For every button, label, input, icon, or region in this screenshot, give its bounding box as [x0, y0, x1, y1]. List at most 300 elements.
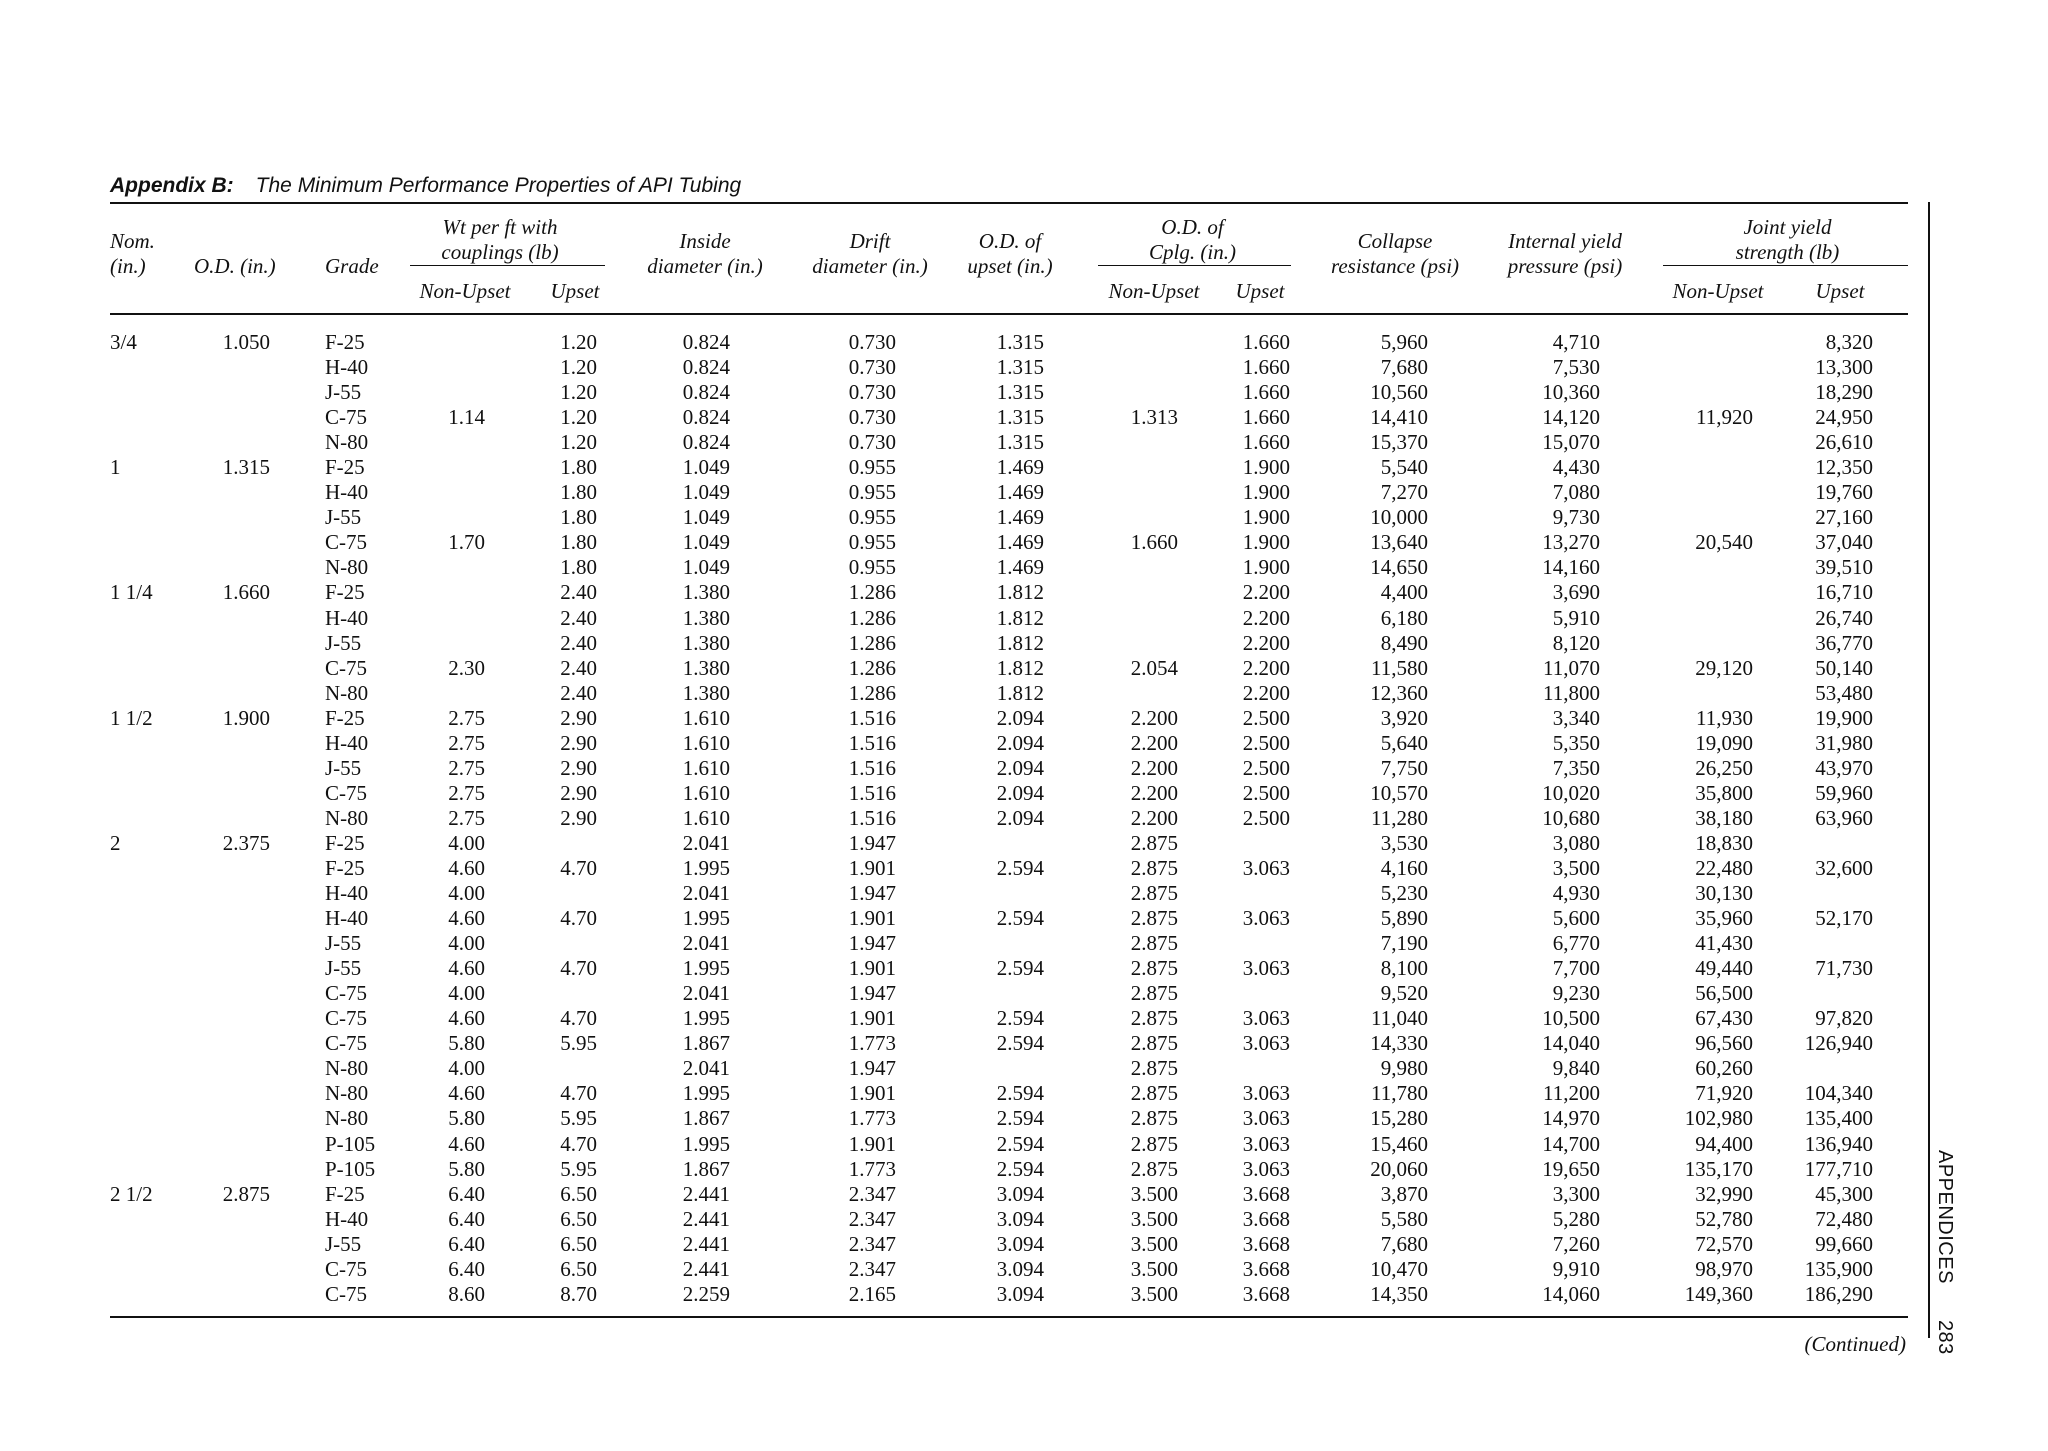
cell-cplg-nonupset: 3.500	[1130, 1206, 1178, 1231]
cell-cplg-nonupset: 2.875	[1130, 931, 1178, 956]
cell-cplg-nonupset: 2.875	[1130, 981, 1178, 1006]
cell-grade: C-75	[325, 1281, 367, 1306]
cell-collapse-resistance: 11,580	[1371, 655, 1428, 680]
header-odupset: O.D. of upset (in.)	[967, 229, 1053, 278]
cell-od-upset: 1.812	[996, 655, 1044, 680]
cell-od-upset: 3.094	[996, 1206, 1044, 1231]
cell-collapse-resistance: 5,230	[1380, 881, 1428, 906]
cell-joint-upset: 13,300	[1815, 355, 1873, 380]
cell-wt-nonupset: 4.00	[448, 981, 485, 1006]
cell-wt-nonupset: 2.75	[448, 805, 485, 830]
cell-inside-diameter: 1.049	[682, 480, 730, 505]
cell-collapse-resistance: 11,780	[1371, 1081, 1428, 1106]
cell-cplg-upset: 2.200	[1242, 580, 1290, 605]
table-row	[0, 480, 2048, 505]
cell-od-upset: 1.315	[996, 430, 1044, 455]
header-wt-upset: Upset	[550, 279, 600, 303]
cell-joint-nonupset: 22,480	[1695, 855, 1753, 880]
cell-wt-nonupset: 4.60	[448, 1081, 485, 1106]
cell-inside-diameter: 0.824	[682, 405, 730, 430]
cell-collapse-resistance: 7,190	[1380, 931, 1428, 956]
bottom-rule	[110, 1316, 1908, 1318]
cell-joint-nonupset: 26,250	[1695, 755, 1753, 780]
cell-internal-yield: 14,060	[1542, 1281, 1600, 1306]
cell-cplg-upset: 3.063	[1242, 855, 1290, 880]
header-internal: Internal yield pressure (psi)	[1507, 229, 1623, 278]
cell-drift-diameter: 2.347	[848, 1181, 896, 1206]
cell-collapse-resistance: 10,470	[1370, 1256, 1428, 1281]
cell-joint-nonupset: 35,800	[1695, 780, 1753, 805]
cell-joint-nonupset: 11,920	[1696, 405, 1753, 430]
cell-wt-upset: 6.50	[560, 1181, 597, 1206]
cell-inside-diameter: 2.441	[682, 1231, 730, 1256]
cell-grade: J-55	[325, 1231, 362, 1256]
cell-wt-upset: 1.80	[560, 555, 597, 580]
cell-wt-nonupset: 5.80	[448, 1156, 485, 1181]
cell-wt-upset: 5.95	[560, 1106, 597, 1131]
cell-wt-upset: 4.70	[560, 1081, 597, 1106]
cell-drift-diameter: 0.730	[848, 430, 896, 455]
cell-collapse-resistance: 10,000	[1370, 505, 1428, 530]
cell-wt-upset: 2.40	[560, 630, 597, 655]
cell-joint-nonupset: 102,980	[1684, 1106, 1753, 1131]
cell-inside-diameter: 1.380	[682, 680, 730, 705]
cell-od-upset: 1.812	[996, 680, 1044, 705]
cell-wt-upset: 4.70	[560, 1006, 597, 1031]
cell-cplg-nonupset: 3.500	[1130, 1256, 1178, 1281]
cell-od: 2.875	[222, 1181, 270, 1206]
table-row	[0, 355, 2048, 380]
cell-collapse-resistance: 14,350	[1370, 1281, 1428, 1306]
cell-internal-yield: 11,800	[1543, 680, 1600, 705]
table-row	[0, 831, 2048, 856]
cell-collapse-resistance: 13,640	[1370, 530, 1428, 555]
cell-collapse-resistance: 10,560	[1370, 380, 1428, 405]
cell-joint-nonupset: 94,400	[1695, 1131, 1753, 1156]
cell-joint-upset: 16,710	[1815, 580, 1873, 605]
cell-internal-yield: 4,430	[1552, 455, 1600, 480]
table-body	[0, 330, 2048, 1307]
cell-od-upset: 1.812	[996, 580, 1044, 605]
cell-joint-upset: 26,610	[1815, 430, 1873, 455]
cell-od-upset: 2.594	[996, 1156, 1044, 1181]
cell-grade: H-40	[325, 881, 369, 906]
cell-joint-upset: 8,320	[1825, 330, 1873, 354]
table-row	[0, 756, 2048, 781]
cell-inside-diameter: 1.380	[682, 655, 730, 680]
cell-joint-upset: 59,960	[1815, 780, 1873, 805]
cell-nom: 1 1/2	[110, 705, 153, 730]
cell-cplg-upset: 3.668	[1242, 1181, 1290, 1206]
cell-drift-diameter: 0.730	[848, 355, 896, 380]
cell-cplg-upset: 1.900	[1242, 505, 1290, 530]
cell-grade: J-55	[325, 380, 362, 405]
cell-wt-upset: 5.95	[560, 1156, 597, 1181]
cell-collapse-resistance: 9,520	[1380, 981, 1428, 1006]
cell-drift-diameter: 1.901	[848, 1081, 896, 1106]
cell-inside-diameter: 2.441	[682, 1256, 730, 1281]
cell-joint-nonupset: 67,430	[1695, 1006, 1753, 1031]
cell-drift-diameter: 1.947	[848, 931, 896, 956]
cell-wt-nonupset: 1.14	[448, 405, 485, 430]
cell-cplg-nonupset: 2.200	[1130, 755, 1178, 780]
cell-joint-nonupset: 56,500	[1695, 981, 1753, 1006]
cell-internal-yield: 10,020	[1542, 780, 1600, 805]
table-row	[0, 1232, 2048, 1257]
cell-drift-diameter: 1.947	[848, 981, 896, 1006]
cell-collapse-resistance: 11,040	[1371, 1006, 1428, 1031]
cell-od: 1.315	[222, 455, 270, 480]
joint-subline	[1663, 265, 1908, 266]
cell-grade: C-75	[325, 405, 367, 430]
cell-collapse-resistance: 8,490	[1380, 630, 1428, 655]
cell-wt-upset: 2.90	[560, 805, 597, 830]
cell-od-upset: 1.315	[996, 380, 1044, 405]
cell-inside-diameter: 1.995	[682, 1081, 730, 1106]
cell-od-upset: 1.315	[996, 330, 1044, 354]
cell-drift-diameter: 0.955	[848, 530, 896, 555]
cell-wt-upset: 2.90	[560, 755, 597, 780]
table-row	[0, 781, 2048, 806]
table-row	[0, 1282, 2048, 1307]
cell-od-upset: 2.094	[996, 805, 1044, 830]
cell-wt-upset: 1.80	[560, 505, 597, 530]
cell-joint-upset: 52,170	[1815, 906, 1873, 931]
cell-wt-nonupset: 6.40	[448, 1256, 485, 1281]
cell-wt-nonupset: 1.70	[448, 530, 485, 555]
cell-cplg-nonupset: 1.660	[1130, 530, 1178, 555]
cell-od: 1.900	[222, 705, 270, 730]
cell-od-upset: 1.469	[996, 530, 1044, 555]
table-row	[0, 731, 2048, 756]
header-joint: Joint yield strength (lb)	[1735, 215, 1840, 264]
cell-internal-yield: 9,230	[1552, 981, 1600, 1006]
cell-od-upset: 1.812	[996, 630, 1044, 655]
cell-collapse-resistance: 15,370	[1370, 430, 1428, 455]
table-row	[0, 681, 2048, 706]
cell-wt-nonupset: 2.75	[448, 730, 485, 755]
cell-wt-upset: 2.40	[560, 580, 597, 605]
cell-wt-nonupset: 4.60	[448, 855, 485, 880]
cell-wt-upset: 4.70	[560, 906, 597, 931]
cplg-subline	[1098, 265, 1291, 266]
cell-joint-nonupset: 98,970	[1695, 1256, 1753, 1281]
cell-joint-nonupset: 72,570	[1695, 1231, 1753, 1256]
cell-internal-yield: 10,680	[1542, 805, 1600, 830]
table-row	[0, 981, 2048, 1006]
cell-collapse-resistance: 14,330	[1370, 1031, 1428, 1056]
cell-internal-yield: 14,700	[1542, 1131, 1600, 1156]
cell-grade: F-25	[325, 705, 365, 730]
cell-internal-yield: 10,500	[1542, 1006, 1600, 1031]
cell-joint-nonupset: 149,360	[1684, 1281, 1753, 1306]
cell-od-upset: 2.094	[996, 730, 1044, 755]
cell-cplg-upset: 2.200	[1242, 605, 1290, 630]
cell-joint-upset: 43,970	[1815, 755, 1873, 780]
cell-cplg-nonupset: 2.200	[1130, 705, 1178, 730]
cell-inside-diameter: 1.380	[682, 605, 730, 630]
cell-joint-upset: 19,760	[1815, 480, 1873, 505]
cell-joint-nonupset: 30,130	[1695, 881, 1753, 906]
cell-joint-nonupset: 19,090	[1695, 730, 1753, 755]
top-rule	[110, 202, 1908, 204]
table-row	[0, 1106, 2048, 1131]
cell-wt-upset: 2.40	[560, 655, 597, 680]
header-rule	[110, 313, 1908, 315]
table-row	[0, 1257, 2048, 1282]
cell-joint-upset: 19,900	[1815, 705, 1873, 730]
cell-joint-upset: 186,290	[1804, 1281, 1873, 1306]
cell-cplg-nonupset: 2.875	[1130, 1006, 1178, 1031]
wt-subline	[410, 265, 605, 266]
cell-wt-nonupset: 4.00	[448, 1056, 485, 1081]
cell-od-upset: 1.469	[996, 455, 1044, 480]
cell-drift-diameter: 1.773	[848, 1156, 896, 1181]
cell-drift-diameter: 1.901	[848, 855, 896, 880]
cell-collapse-resistance: 11,280	[1371, 805, 1428, 830]
cell-grade: F-25	[325, 855, 365, 880]
cell-cplg-upset: 2.500	[1242, 780, 1290, 805]
cell-wt-nonupset: 4.60	[448, 1131, 485, 1156]
cell-od-upset: 2.594	[996, 1081, 1044, 1106]
cell-inside-diameter: 1.610	[682, 705, 730, 730]
cell-collapse-resistance: 7,680	[1380, 355, 1428, 380]
cell-collapse-resistance: 6,180	[1380, 605, 1428, 630]
table-row	[0, 505, 2048, 530]
caption-label: Appendix B:	[110, 174, 234, 197]
cell-drift-diameter: 0.955	[848, 555, 896, 580]
header-odcplg: O.D. of Cplg. (in.)	[1149, 215, 1236, 264]
header-joint-upset: Upset	[1815, 279, 1865, 303]
cell-inside-diameter: 1.049	[682, 555, 730, 580]
table-row	[0, 1182, 2048, 1207]
cell-joint-upset: 31,980	[1815, 730, 1873, 755]
cell-grade: C-75	[325, 1031, 367, 1056]
table-row	[0, 931, 2048, 956]
cell-joint-nonupset: 60,260	[1695, 1056, 1753, 1081]
cell-drift-diameter: 2.347	[848, 1256, 896, 1281]
header-wt: Wt per ft with couplings (lb)	[441, 215, 559, 264]
cell-od-upset: 3.094	[996, 1181, 1044, 1206]
cell-nom: 2 1/2	[110, 1181, 153, 1206]
table-row	[0, 430, 2048, 455]
cell-inside-diameter: 2.041	[682, 1056, 730, 1081]
cell-grade: C-75	[325, 530, 367, 555]
cell-drift-diameter: 1.516	[848, 805, 896, 830]
cell-joint-upset: 12,350	[1815, 455, 1873, 480]
cell-od-upset: 2.594	[996, 906, 1044, 931]
cell-drift-diameter: 1.286	[848, 680, 896, 705]
table-row	[0, 1081, 2048, 1106]
cell-cplg-upset: 3.063	[1242, 1031, 1290, 1056]
cell-nom: 1	[110, 455, 121, 480]
cell-collapse-resistance: 5,540	[1380, 455, 1428, 480]
cell-grade: P-105	[325, 1156, 376, 1181]
cell-cplg-nonupset: 2.875	[1130, 1106, 1178, 1131]
cell-od-upset: 2.594	[996, 1006, 1044, 1031]
cell-cplg-upset: 2.500	[1242, 805, 1290, 830]
cell-internal-yield: 5,280	[1552, 1206, 1600, 1231]
cell-joint-upset: 135,900	[1804, 1256, 1873, 1281]
cell-internal-yield: 7,530	[1552, 355, 1600, 380]
cell-wt-nonupset: 2.30	[448, 655, 485, 680]
cell-joint-nonupset: 38,180	[1695, 805, 1753, 830]
cell-joint-upset: 177,710	[1804, 1156, 1873, 1181]
cell-od: 1.050	[222, 330, 270, 354]
cell-od: 1.660	[222, 580, 270, 605]
cell-collapse-resistance: 3,530	[1380, 830, 1428, 855]
cell-cplg-nonupset: 3.500	[1130, 1231, 1178, 1256]
cell-internal-yield: 11,200	[1543, 1081, 1600, 1106]
header-wt-nonupset: Non-Upset	[419, 279, 511, 303]
cell-cplg-upset: 3.063	[1242, 906, 1290, 931]
cell-wt-nonupset: 2.75	[448, 705, 485, 730]
table-row	[0, 856, 2048, 881]
cell-internal-yield: 5,910	[1552, 605, 1600, 630]
cell-grade: J-55	[325, 505, 362, 530]
cell-grade: C-75	[325, 655, 367, 680]
cell-internal-yield: 7,260	[1552, 1231, 1600, 1256]
cell-joint-upset: 39,510	[1815, 555, 1873, 580]
cell-wt-upset: 1.20	[560, 380, 597, 405]
cell-cplg-upset: 2.200	[1242, 630, 1290, 655]
cell-collapse-resistance: 5,960	[1380, 330, 1428, 354]
cell-internal-yield: 14,160	[1542, 555, 1600, 580]
cell-cplg-upset: 1.660	[1242, 405, 1290, 430]
cell-cplg-upset: 3.063	[1242, 1131, 1290, 1156]
table-caption	[110, 174, 741, 198]
cell-internal-yield: 5,600	[1552, 906, 1600, 931]
cell-grade: N-80	[325, 430, 369, 455]
cell-grade: F-25	[325, 580, 365, 605]
cell-internal-yield: 5,350	[1552, 730, 1600, 755]
cell-cplg-upset: 3.668	[1242, 1256, 1290, 1281]
cell-joint-upset: 32,600	[1815, 855, 1873, 880]
cell-grade: H-40	[325, 605, 369, 630]
cell-cplg-upset: 3.063	[1242, 1081, 1290, 1106]
header-drift: Drift diameter (in.)	[812, 229, 928, 278]
table-row	[0, 906, 2048, 931]
cell-cplg-nonupset: 1.313	[1130, 405, 1178, 430]
cell-drift-diameter: 1.947	[848, 830, 896, 855]
cell-drift-diameter: 1.901	[848, 956, 896, 981]
cell-internal-yield: 13,270	[1542, 530, 1600, 555]
cell-joint-nonupset: 96,560	[1695, 1031, 1753, 1056]
cell-internal-yield: 11,070	[1543, 655, 1600, 680]
cell-grade: N-80	[325, 1081, 369, 1106]
cell-drift-diameter: 1.516	[848, 780, 896, 805]
cell-od-upset: 2.594	[996, 855, 1044, 880]
cell-drift-diameter: 2.347	[848, 1231, 896, 1256]
cell-wt-nonupset: 2.75	[448, 755, 485, 780]
cell-joint-nonupset: 35,960	[1695, 906, 1753, 931]
cell-grade: J-55	[325, 956, 362, 981]
cell-cplg-upset: 1.900	[1242, 530, 1290, 555]
header-joint-nonupset: Non-Upset	[1672, 279, 1764, 303]
cell-cplg-upset: 3.668	[1242, 1281, 1290, 1306]
cell-grade: F-25	[325, 830, 365, 855]
caption-title: The Minimum Performance Properties of API Tubing	[255, 174, 742, 197]
cell-grade: F-25	[325, 330, 365, 354]
cell-joint-nonupset: 29,120	[1695, 655, 1753, 680]
cell-internal-yield: 7,080	[1552, 480, 1600, 505]
cell-collapse-resistance: 15,280	[1370, 1106, 1428, 1131]
cell-cplg-upset: 1.900	[1242, 480, 1290, 505]
cell-cplg-upset: 2.500	[1242, 705, 1290, 730]
table-row	[0, 580, 2048, 605]
cell-wt-upset: 2.90	[560, 780, 597, 805]
cell-internal-yield: 14,970	[1542, 1106, 1600, 1131]
cell-cplg-nonupset: 2.875	[1130, 1156, 1178, 1181]
cell-collapse-resistance: 9,980	[1380, 1056, 1428, 1081]
cell-inside-diameter: 1.995	[682, 1131, 730, 1156]
cell-inside-diameter: 2.441	[682, 1181, 730, 1206]
cell-joint-upset: 135,400	[1804, 1106, 1873, 1131]
cell-collapse-resistance: 7,680	[1380, 1231, 1428, 1256]
cell-cplg-upset: 3.063	[1242, 1006, 1290, 1031]
cell-wt-nonupset: 6.40	[448, 1231, 485, 1256]
cell-cplg-nonupset: 2.875	[1130, 881, 1178, 906]
cell-joint-upset: 104,340	[1804, 1081, 1873, 1106]
cell-inside-diameter: 1.610	[682, 805, 730, 830]
cell-wt-upset: 2.90	[560, 705, 597, 730]
cell-internal-yield: 9,730	[1552, 505, 1600, 530]
cell-drift-diameter: 1.773	[848, 1106, 896, 1131]
section-name: APPENDICES	[1934, 1150, 1956, 1284]
cell-joint-upset: 37,040	[1815, 530, 1873, 555]
cell-inside-diameter: 2.041	[682, 931, 730, 956]
cell-collapse-resistance: 14,410	[1370, 405, 1428, 430]
cell-grade: C-75	[325, 1006, 367, 1031]
cell-inside-diameter: 1.995	[682, 855, 730, 880]
page-number: 283	[1934, 1319, 1956, 1355]
cell-cplg-nonupset: 2.200	[1130, 730, 1178, 755]
header-od: O.D. (in.)	[194, 254, 276, 278]
cell-inside-diameter: 1.049	[682, 505, 730, 530]
cell-wt-nonupset: 5.80	[448, 1031, 485, 1056]
cell-collapse-resistance: 7,270	[1380, 480, 1428, 505]
cell-grade: N-80	[325, 680, 369, 705]
cell-grade: P-105	[325, 1131, 376, 1156]
cell-inside-diameter: 0.824	[682, 380, 730, 405]
cell-grade: C-75	[325, 1256, 367, 1281]
cell-od-upset: 1.315	[996, 355, 1044, 380]
cell-inside-diameter: 1.610	[682, 780, 730, 805]
cell-inside-diameter: 1.867	[682, 1106, 730, 1131]
cell-wt-upset: 2.90	[560, 730, 597, 755]
cell-drift-diameter: 0.955	[848, 455, 896, 480]
cell-grade: C-75	[325, 780, 367, 805]
cell-drift-diameter: 0.730	[848, 380, 896, 405]
cell-joint-upset: 53,480	[1815, 680, 1873, 705]
cell-collapse-resistance: 8,100	[1380, 956, 1428, 981]
cell-joint-upset: 72,480	[1815, 1206, 1873, 1231]
cell-joint-nonupset: 20,540	[1695, 530, 1753, 555]
cell-wt-upset: 2.40	[560, 605, 597, 630]
cell-od-upset: 2.594	[996, 956, 1044, 981]
table-row	[0, 631, 2048, 656]
cell-cplg-upset: 2.200	[1242, 655, 1290, 680]
cell-internal-yield: 3,690	[1552, 580, 1600, 605]
table-row	[0, 1207, 2048, 1232]
cell-drift-diameter: 1.286	[848, 605, 896, 630]
cell-collapse-resistance: 12,360	[1370, 680, 1428, 705]
cell-joint-upset: 26,740	[1815, 605, 1873, 630]
cell-joint-upset: 27,160	[1815, 505, 1873, 530]
cell-grade: F-25	[325, 455, 365, 480]
cell-cplg-upset: 2.500	[1242, 730, 1290, 755]
cell-wt-nonupset: 4.60	[448, 906, 485, 931]
